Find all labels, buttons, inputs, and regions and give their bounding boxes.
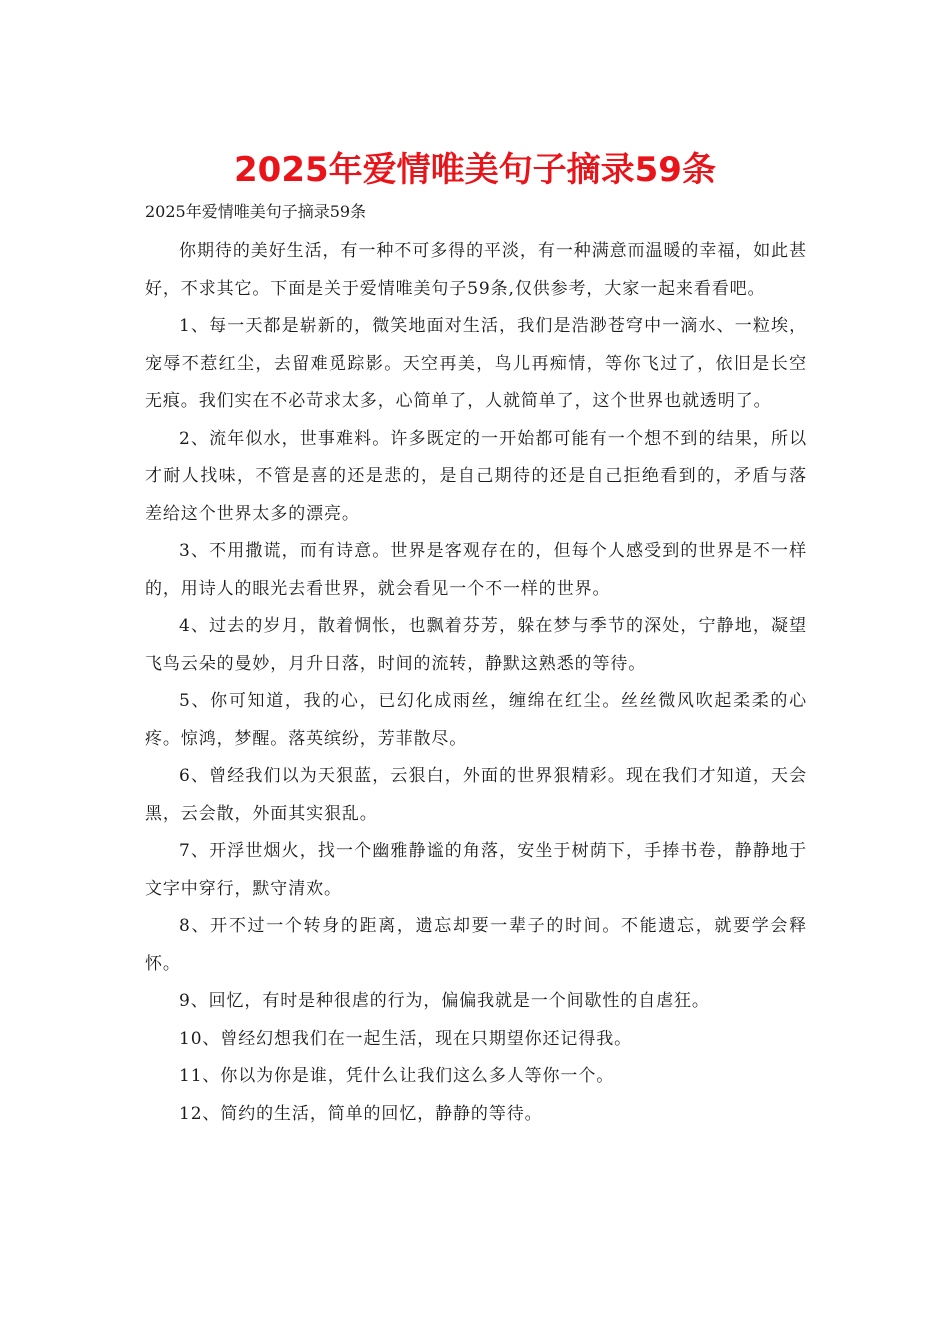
document-title: 2025年爱情唯美句子摘录59条 [234, 150, 716, 190]
document-body [145, 233, 807, 1133]
quote-paragraph-1: 1、每一天都是崭新的，微笑地面对生活，我们是浩渺苍穹中一滴水、一粒埃，宠辱不惹红尘，去留难觅踪影。天空再美，鸟儿再痴情，等你飞过了，依旧是长空无痕。我们实在不必苛求太多，心简单了，人就简单了，这个世界也就透明了。 [145, 316, 807, 411]
quote-paragraph-10: 10、曾经幻想我们在一起生活，现在只期望你还记得我。 [179, 1028, 633, 1049]
quote-paragraph-2: 2、流年似水，世事难料。许多既定的一开始都可能有一个想不到的结果，所以才耐人找味，不管是喜的还是悲的，是自己期待的还是自己拒绝看到的，矛盾与落差给这个世界太多的漂亮。 [145, 428, 807, 524]
quote-paragraph-6: 6、曾经我们以为天狠蓝，云狠白，外面的世界狠精彩。现在我们才知道，天会黑，云会散，外面其实狠乱。 [145, 766, 807, 824]
quote-paragraph-12: 12、简约的生活，简单的回忆，静静的等待。 [179, 1103, 543, 1124]
intro-paragraph: 你期待的美好生活，有一种不可多得的平淡，有一种满意而温暖的幸福，如此甚好，不求其它。下面是关于爱情唯美句子59条,仅供参考，大家一起来看看吧。 [145, 241, 807, 299]
quote-paragraph-7: 7、开浮世烟火，找一个幽雅静谧的角落，安坐于树荫下，手捧书卷，静静地于文字中穿行，默守清欢。 [145, 841, 807, 899]
quote-paragraph-5: 5、你可知道，我的心，已幻化成雨丝，缠绵在红尘。丝丝微风吹起柔柔的心疼。惊鸿，梦醒。落英缤纷，芳菲散尽。 [145, 691, 807, 749]
quote-paragraph-4: 4、过去的岁月，散着惆怅，也飘着芬芳，躲在梦与季节的深处，宁静地，凝望飞鸟云朵的曼妙，月升日落，时间的流转，静默这熟悉的等待。 [145, 616, 807, 674]
quote-paragraph-9: 9、回忆，有时是种很虐的行为，偏偏我就是一个间歇性的自虐狂。 [179, 991, 710, 1011]
document-subtitle: 2025年爱情唯美句子摘录59条 [145, 202, 367, 221]
quote-paragraph-11: 11、你以为你是谁，凭什么让我们这么多人等你一个。 [179, 1066, 615, 1086]
quote-paragraph-3: 3、不用撒谎，而有诗意。世界是客观存在的，但每个人感受到的世界是不一样的，用诗人的眼光去看世界，就会看见一个不一样的世界。 [145, 541, 807, 599]
quote-paragraph-8: 8、开不过一个转身的距离，遗忘却要一辈子的时间。不能遗忘，就要学会释怀。 [145, 916, 807, 974]
